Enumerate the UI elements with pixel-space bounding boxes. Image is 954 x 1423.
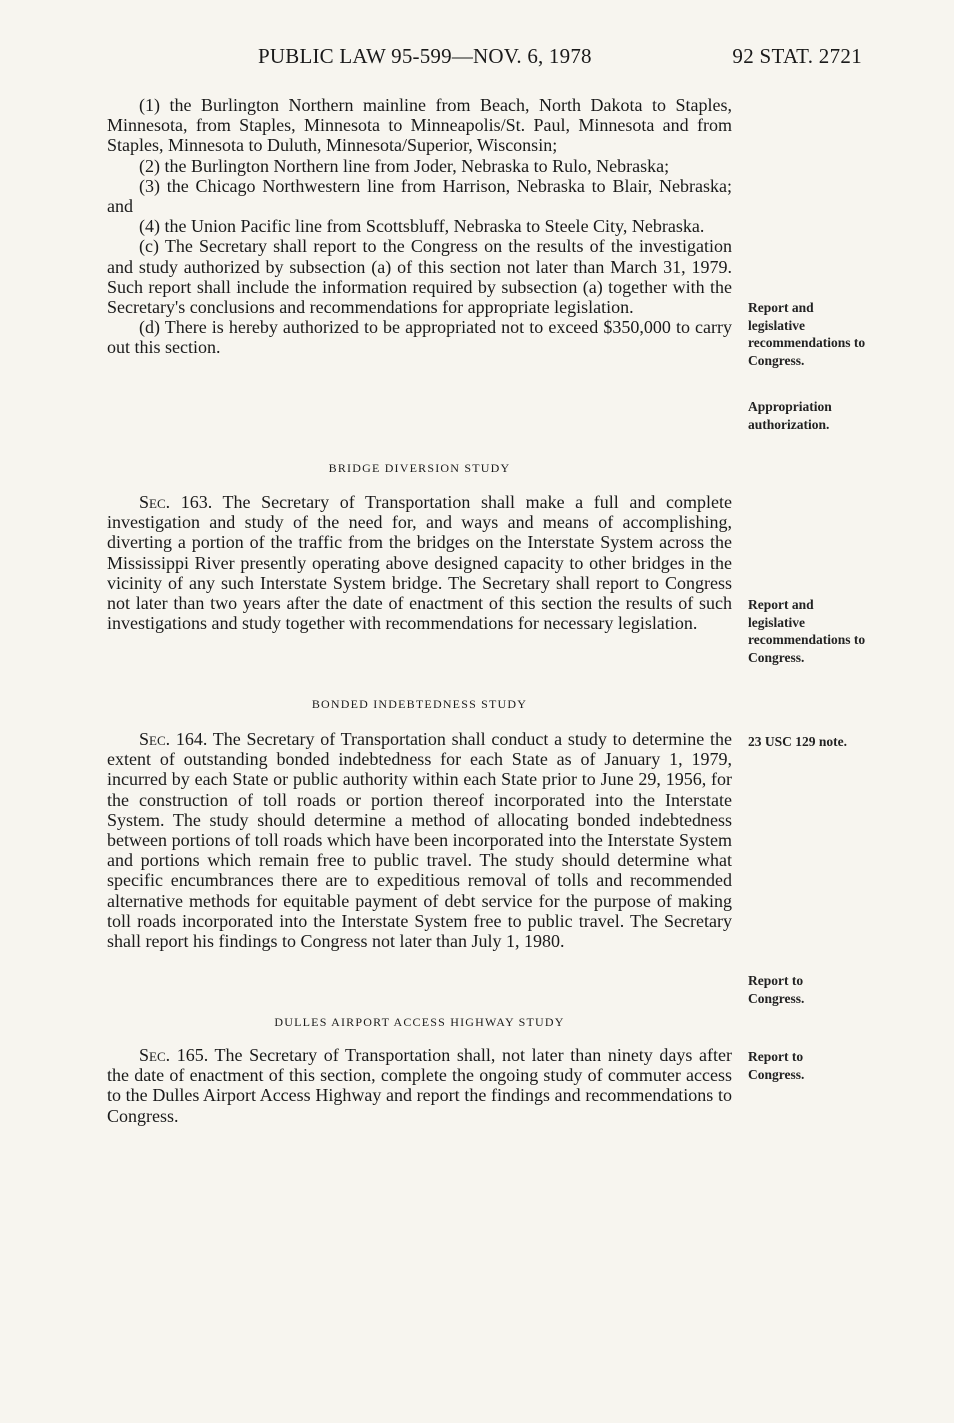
section-162-continuation (107, 95, 732, 358)
section-heading-dulles-airport: DULLES AIRPORT ACCESS HIGHWAY STUDY (274, 1015, 565, 1029)
margin-note-report-legislative: Report and legislative recommendations to Congress. (748, 597, 866, 665)
margin-note-usc-reference: 23 USC 129 note. (748, 734, 848, 749)
running-title: PUBLIC LAW 95-599—NOV. 6, 1978 (258, 44, 592, 68)
margin-note-report-to-congress: Report to Congress. (748, 973, 805, 1006)
section-163-paragraph (107, 492, 732, 633)
list-item: (2) the Burlington Northern line from Joder, Nebraska to Rulo, Nebraska; (139, 155, 670, 176)
list-item: (4) the Union Pacific line from Scottsbluff, Nebraska to Steele City, Nebraska. (139, 216, 705, 237)
margin-note-report-to-congress: Report to Congress. (748, 1049, 805, 1082)
section-165 (107, 1045, 732, 1126)
section-heading-bonded-indebtedness: BONDED INDEBTEDNESS STUDY (311, 697, 528, 711)
section-164 (107, 729, 732, 951)
section-label: Sec. 163. (139, 492, 213, 512)
list-item: (3) the Chicago Northwestern line from Harrison, Nebraska to Blair, Nebraska; and (107, 175, 732, 217)
section-163 (107, 492, 732, 633)
page-header (0, 44, 954, 74)
section-text: The Secretary of Transportation shall conduct a study to determine the extent of outstanding bonded indebtedness for each State as of January 1, 1979, incurred by each State or public authority within each State prior to June 29, 1956, for the construction of toll roads or portion thereof incorporated into the Interstate System. The study should determine a method of allocating bonded indebtedness between portions of toll roads which have been incorporated into the Interstate System and portions which remain free to public travel. The study should determine what specific encumbrances there are to expeditious removal of tolls and recommended alternative methods for equitable payment of debt service for the purpose of making toll roads incorporated into the Interstate System free to public travel. The Secretary shall report his findings to Congress not later than July 1, 1980. (107, 729, 732, 952)
statute-page-number: 92 STAT. 2721 (732, 44, 862, 68)
section-heading-bridge-diversion: BRIDGE DIVERSION STUDY (328, 461, 511, 475)
list-item: (1) the Burlington Northern mainline from Beach, North Dakota to Staples, Minnesota, from Staples, Minnesota to Minneapolis/St. Paul, Minnesota and from Staples, Minnesota to Duluth, Minnesota/Superior, Wisconsin; (107, 95, 732, 156)
margin-note-report-legislative: Report and legislative recommendations to Congress. (748, 300, 866, 368)
section-text: The Secretary of Transportation shall, not later than ninety days after the date of enactment of this section, complete the ongoing study of commuter access to the Dulles Airport Access Highway and report the findings and recommendations to Congress. (107, 1045, 732, 1126)
section-label: Sec. 165. (139, 1045, 209, 1065)
subsection-d: (d) There is hereby authorized to be appropriated not to exceed $350,000 to carry out this section. (107, 317, 732, 358)
section-label: Sec. 164. (139, 729, 208, 749)
margin-note-appropriation: Appropriation authorization. (748, 399, 832, 432)
section-164-paragraph (107, 729, 732, 951)
subsection-c: (c) The Secretary shall report to the Congress on the results of the investigation and study authorized by subsection (a) of this section not later than March 31, 1979. Such report shall include the information required by subsection (a) together with the Secretary's conclusions and recommendations for appropriate legislation. (107, 236, 732, 318)
section-text: The Secretary of Transportation shall make a full and complete investigation and study of the need for, and ways and means of accomplishing, diverting a portion of the traffic from the bridges on the Interstate System across the Mississippi River presently operating above designed capacity to other bridges in the vicinity of any such Interstate System bridge. The Secretary shall report to Congress not later than two years after the date of enactment of this section the results of such investigations and study together with recommendations for necessary legislation. (107, 492, 732, 634)
section-165-paragraph (107, 1045, 732, 1126)
